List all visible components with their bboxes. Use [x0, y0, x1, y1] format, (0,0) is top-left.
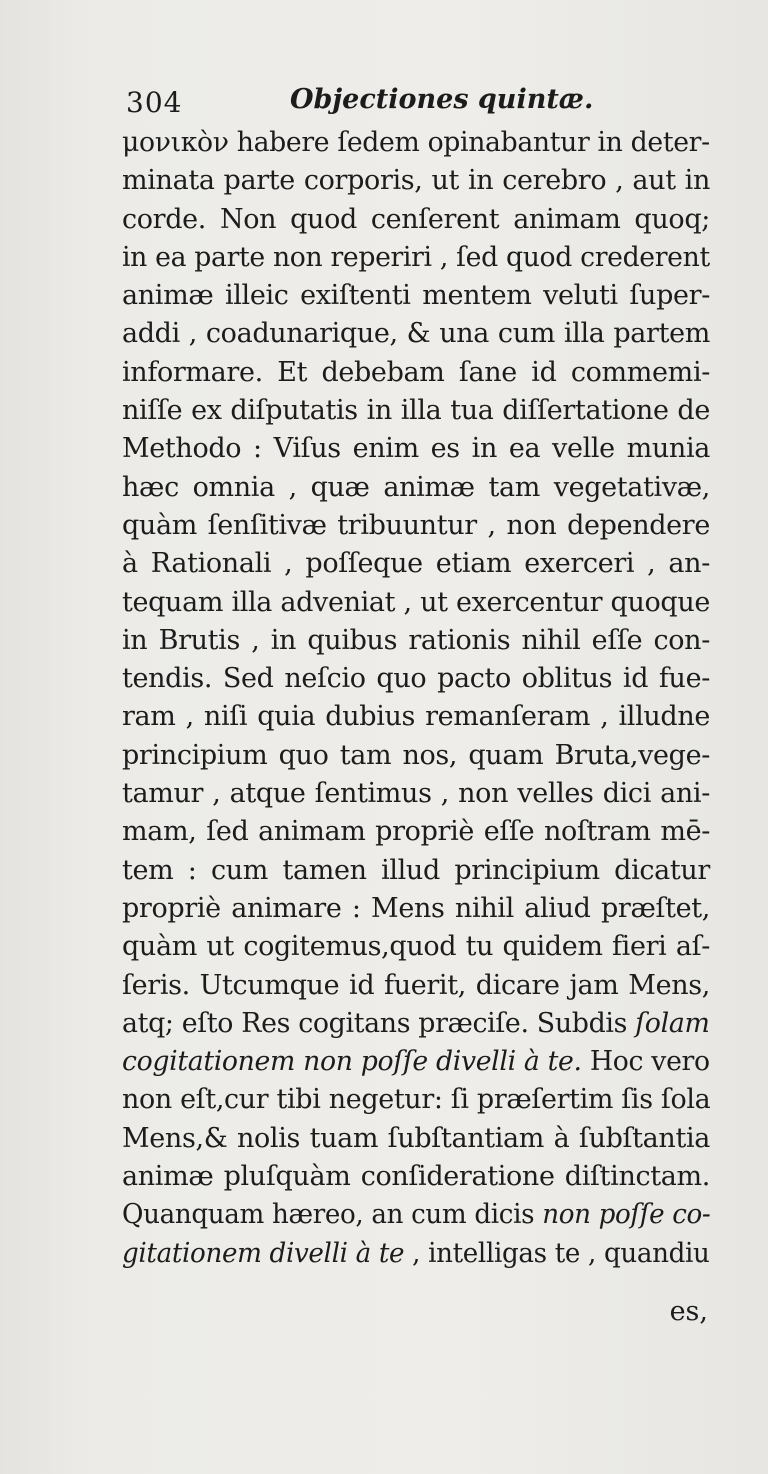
text-segment: Mens,& nolis tuam ſubſtantiam à ſubſtantia — [122, 1122, 710, 1154]
text-segment: μονικὸν habere ſedem opinabantur in deter- — [122, 127, 710, 158]
text-line — [122, 1196, 711, 1234]
text-line — [122, 201, 710, 239]
text-segment: Methodo : Viſus enim es in ea velle munia — [122, 433, 710, 465]
text-line — [122, 622, 710, 660]
text-segment: informare. Et debebam ſane id commemi- — [122, 356, 710, 388]
text-line — [122, 775, 710, 813]
text-segment: Quanquam hæreo, an cum dicis — [122, 1199, 543, 1231]
text-line — [122, 315, 710, 353]
text-line — [122, 928, 710, 966]
text-segment: in ea parte non reperiri , ſed quod crederent — [122, 241, 710, 273]
text-line — [122, 1005, 710, 1043]
text-line — [122, 1158, 710, 1196]
text-segment: quàm ſenſitivæ tribuuntur , non dependere — [122, 509, 710, 541]
text-segment: ſeris. Utcumque id fuerit, dicare jam Mens, — [122, 969, 710, 1001]
page-number: 304 — [126, 86, 183, 119]
text-line — [122, 852, 710, 890]
body-text — [122, 124, 710, 1273]
text-line — [122, 277, 710, 315]
text-segment: non eſt,cur tibi negetur: ſi præſertim ſis ſola — [122, 1084, 711, 1116]
text-segment: in Brutis , in quibus rationis nihil eſſe con- — [122, 624, 710, 656]
text-segment: principium quo tam nos, quam Bruta,vege- — [122, 739, 710, 771]
text-segment: animæ pluſquàm conſideratione diſtinctam. — [122, 1161, 710, 1193]
text-line — [122, 545, 710, 583]
text-line — [122, 584, 710, 622]
text-segment: ram , niſi quia dubius remanſeram , illudne — [122, 701, 710, 733]
text-segment: tamur , atque ſentimus , non velles dici ani- — [122, 778, 710, 810]
text-segment: niſſe ex diſputatis in illa tua diſſertatione de — [122, 395, 710, 427]
text-line — [122, 1081, 709, 1119]
page-header — [126, 78, 726, 118]
text-segment: animæ illeic exiſtenti mentem veluti ſuper- — [122, 280, 710, 312]
running-head: Objectiones quintæ. — [290, 84, 594, 115]
text-line — [122, 737, 710, 775]
text-line — [122, 354, 710, 392]
text-line — [122, 1235, 710, 1273]
italic-text: gitationem divelli à te — [122, 1237, 405, 1269]
text-segment: tendis. Sed neſcio quo pacto oblitus id fue- — [122, 663, 710, 695]
italic-text: cogitationem non poſſe divelli à te. — [122, 1046, 582, 1078]
text-line — [122, 698, 710, 736]
text-segment: addi , coadunarique, & una cum illa partem — [122, 318, 710, 350]
catchword: es, — [669, 1296, 708, 1327]
text-line — [122, 392, 710, 430]
text-line — [122, 1043, 710, 1081]
text-segment: tem : cum tamen illud principium dicatur — [122, 854, 710, 886]
text-segment: corde. Non quod cenſerent animam quoq; — [122, 203, 710, 235]
text-segment: hæc omnia , quæ animæ tam vegetativæ, — [122, 471, 710, 503]
text-line — [122, 124, 710, 162]
text-line — [122, 239, 710, 277]
text-segment: minata parte corporis, ut in cerebro , aut in — [122, 165, 710, 197]
text-segment: à Rationali , poſſeque etiam exerceri , an- — [122, 548, 710, 580]
text-segment: propriè animare : Mens nihil aliud præſtet, — [122, 892, 710, 924]
text-segment: mam, ſed animam propriè eſſe noſtram mē- — [122, 816, 710, 848]
italic-text: non poſſe co- — [542, 1199, 711, 1231]
text-line — [122, 430, 710, 468]
text-line — [122, 660, 710, 698]
text-line — [122, 507, 710, 545]
text-line — [122, 162, 710, 200]
text-segment: Hoc vero — [581, 1046, 710, 1078]
text-line — [122, 967, 710, 1005]
text-segment: , intelligas te , quandiu — [404, 1237, 710, 1269]
text-line — [122, 469, 710, 507]
text-line — [122, 1120, 710, 1158]
text-line — [122, 813, 710, 851]
text-segment: atq; eſto Res cogitans præciſe. Subdis — [122, 1007, 636, 1039]
italic-text: ſolam — [635, 1007, 710, 1039]
text-segment: quàm ut cogitemus,quod tu quidem fieri aſ- — [122, 931, 710, 963]
text-segment: tequam illa adveniat , ut exercentur quoque — [122, 586, 710, 618]
text-line — [122, 890, 710, 928]
